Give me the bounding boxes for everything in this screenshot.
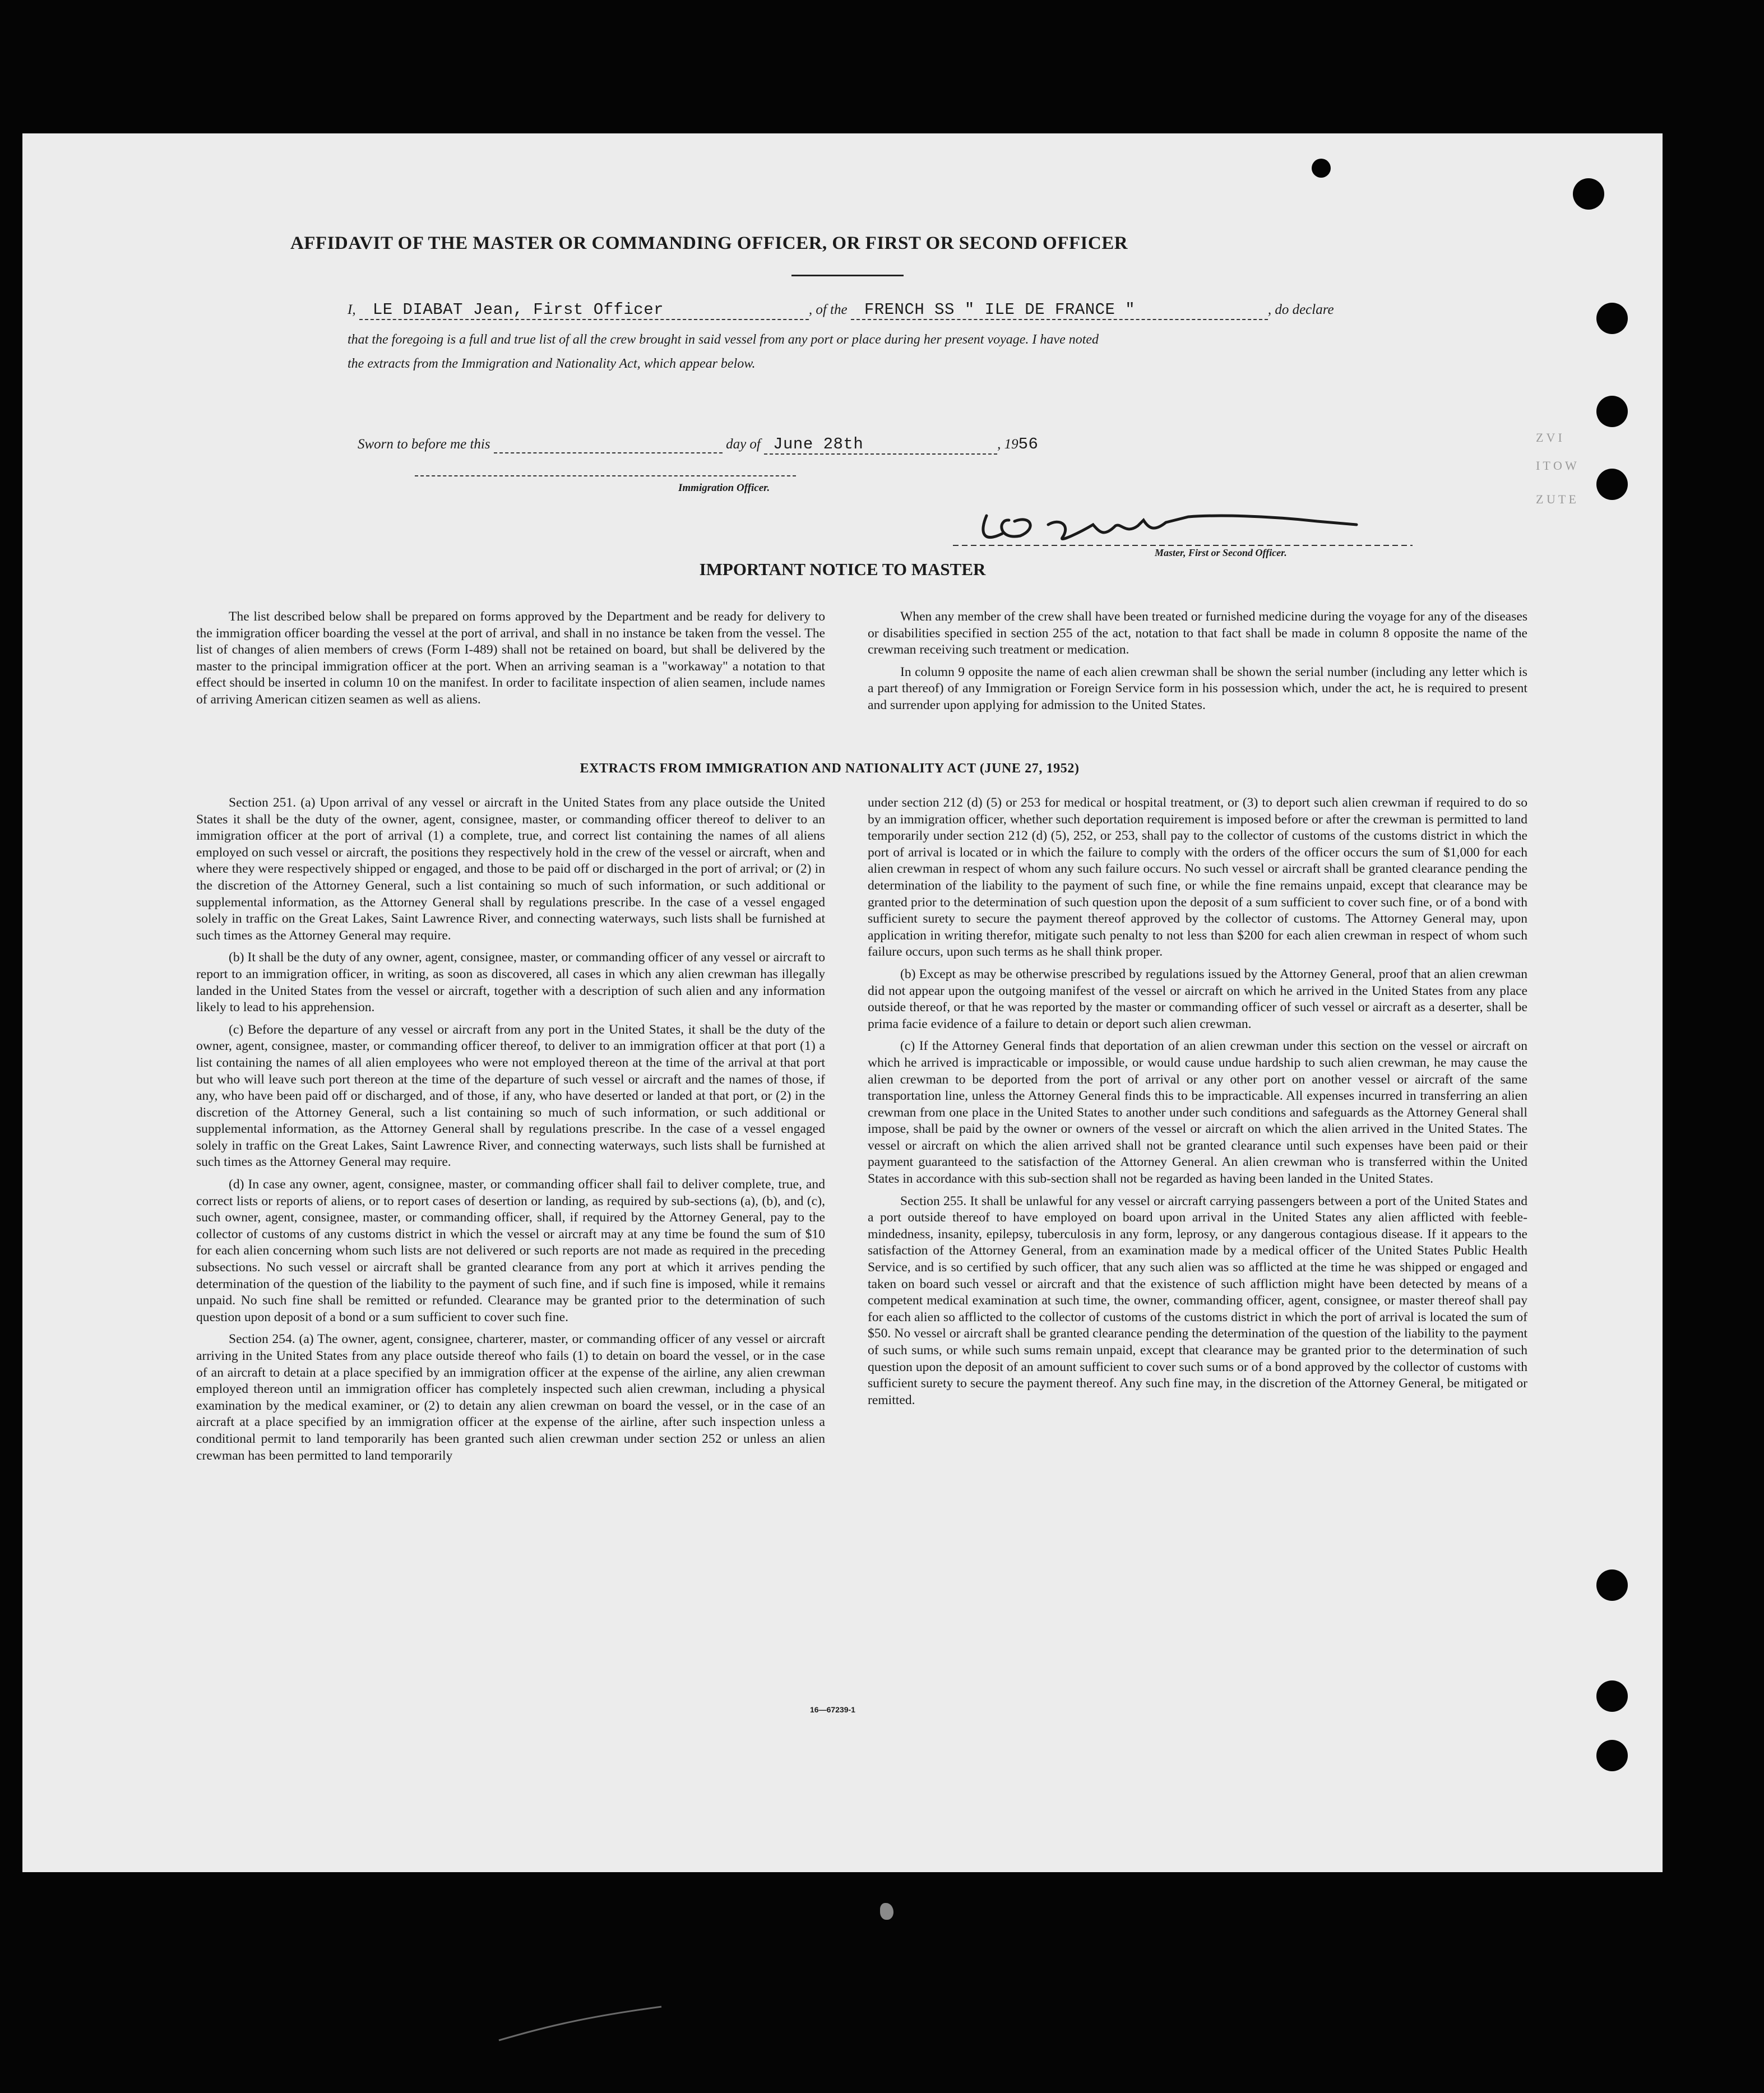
title-underline [791,275,904,276]
immigration-officer-sign-line [415,475,796,476]
officer-signature [953,492,1424,554]
notice-title: IMPORTANT NOTICE TO MASTER [699,559,986,579]
sworn-date: June 28th [773,435,864,453]
punch-hole [1312,159,1331,178]
scan-artifact [880,1903,893,1920]
officer-name-field [359,300,809,320]
notice-right-paragraph-2: In column 9 opposite the name of each alien crewman shall be shown the serial number (including any letter which is a part thereof) of any Immigration or Foreign Service form in his possession which, under the act, he is required to present and surrender upon applying for admission to the United States. [868,664,1527,712]
bleed-through-text: I T O W [1536,459,1577,473]
extract-paragraph: (d) In case any owner, agent, consignee, master, or commanding officer shall fail to deliver complete, true, and correct lists or reports of aliens, or to report cases of desertion or landing, as required by sub-sections (a), (b), and (c), such owner, agent, consignee, master, or commanding officer, shall, if required by the Attorney General, pay to the collector of customs of any customs district in which the vessel or aircraft may at any time be found the sum of $10 for each alien concerning whom such lists are not delivered or such reports are not made as required in the preceding subsections. No such vessel or aircraft shall be granted clearance from any port at which it arrives pending the determination of the question of the liability to the payment of such fine, and if such fine is imposed, while it remains unpaid. No such fine shall be remitted or refunded. Clearance may be granted prior to the determination of such question upon deposit of a bond or a sum sufficient to cover such fine. [196,1177,825,1325]
extract-paragraph: (c) Before the departure of any vessel or aircraft from any port in the United States, it shall be the duty of the owner, agent, consignee, master, or commanding officer thereof, to deliver to an immigration officer at that port (1) a list containing the names of all alien employees who were not employed thereon at the time of the arrival at that port but who will leave such port thereon at the time of the departure of such vessel or aircraft and the names of those, if any, who have been paid off or discharged, and of those, if any, who have deserted or landed at that port, or (2) in the discretion of the Attorney General, such a list containing so much of such information, or such additional or supplemental information, as the Attorney General shall by regulations prescribe. In the case of a vessel engaged solely in traffic on the Great Lakes, Saint Lawrence River, and connecting waterways, such lists shall be furnished at such times as the Attorney General may require. [196,1022,825,1170]
year-prefix: , 19 [997,437,1018,452]
sworn-line [358,435,1038,455]
notice-left-paragraph: The list described below shall be prepared on forms approved by the Department and be ready for delivery to the immigration officer boarding the vessel at the port of arrival, and shall in no instance be taken from the vessel. The list of changes of alien members of crews (Form I-489) shall not be retained on board, but shall be delivered by the master to the principal immigration officer at the port. When an arriving seaman is a "workaway" a notation to that effect should be inserted in column 10 on the manifest. In order to facilitate inspection of alien seamen, include names of arriving American citizen seamen as well as aliens. [196,609,825,707]
extract-paragraph: Section 254. (a) The owner, agent, consignee, charterer, master, or commanding officer of any vessel or aircraft arriving in the United States from any place outside thereof who fails (1) to detain on board the vessel, or in the case of an aircraft to detain at a place specified by an immigration officer at the expense of the airline, any alien crewman employed thereon until an immigration officer has completely inspected such alien crewman, including a physical examination by the medical examiner, or (2) to detain any alien crewman on board the vessel, or in the case of an aircraft at a place specified by an immigration officer at the expense of the airline, after such inspection unless a conditional permit to land temporarily has been granted such alien crewman under section 252 or unless an alien crewman has been permitted to land temporarily [196,1332,825,1463]
i-label: I, [348,302,356,317]
vessel-name: FRENCH SS " ILE DE FRANCE " [864,300,1136,319]
extract-paragraph: under section 212 (d) (5) or 253 for medical or hospital treatment, or (3) to deport such alien crewman if required to do so by an immigration officer, whether such deportation requirement is imposed before or after the crewman is permitted to land temporarily under section 212 (d) (5), 252, or 253, shall pay to the collector of customs of the customs district in which the port of arrival is located or in which the failure to comply with the orders of the officer occurs the sum of $1,000 for each alien crewman in respect of whom any such failure occurs. No such vessel or aircraft shall be granted clearance pending the determination of the liability to the payment of such fine, or while the fine remains unpaid, except that clearance may be granted prior to the determination of such question upon the deposit of a sum sufficient to cover such fine, or of a bond with sufficient surety to secure the payment thereof approved by the collector of customs. The Attorney General may, upon application in writing therefor, mitigate such penalty to not less than $200 for each alien crewman in respect of whom such failure occurs, upon such terms as he shall think proper. [868,795,1527,960]
notice-right-column [868,609,1527,714]
extract-paragraph: (b) Except as may be otherwise prescribed by regulations issued by the Attorney General, proof that an alien crewman did not appear upon the outgoing manifest of the vessel or aircraft on which he arrived in the United States from any place outside thereof, or that he was reported by the master or commanding officer of such vessel or aircraft as a deserter, shall be prima facie evidence of a failure to detain or deport such alien crewman. [868,966,1527,1031]
punch-hole [1596,396,1628,427]
date-field [764,435,997,455]
notice-left-column [196,609,825,709]
affidavit-line-3: the extracts from the Immigration and Nationality Act, which appear below. [348,356,756,371]
bleed-through-text: Z V I [1536,430,1562,444]
punch-hole [1596,1680,1628,1712]
bleed-through-text: Z U T E [1536,492,1576,506]
scan-artifact-curve [493,2001,673,2046]
extract-paragraph: (b) It shall be the duty of any owner, agent, consignee, master, or commanding officer of any vessel or aircraft to report to an immigration officer, in writing, as soon as discovered, all cases in which any alien crewman has illegally landed in the United States from the vessel or aircraft, together with a description of such alien and any information likely to lead to his apprehension. [196,950,825,1015]
extract-paragraph: (c) If the Attorney General finds that deportation of an alien crewman under this section on the vessel or aircraft on which he arrived is impracticable or impossible, or would cause undue hardship to such alien crewman, he may cause the alien crewman to be deported from the port of arrival or any other port on another vessel or aircraft of the same transportation line, unless the Attorney General finds this to be impracticable. All expenses incurred in transferring an alien crewman from one place in the United States to another under such conditions and safeguards as the Attorney General shall impose, shall be paid by the owner or owners of the vessel or aircraft on which the alien arrived in the United States. The vessel or aircraft on which the alien arrived shall not be granted clearance until such expenses have been paid or their payment guaranteed to the satisfaction of the Attorney General. An alien crewman who is transferred within the United States in accordance with this sub-section shall not be regarded as having been landed in the United States. [868,1039,1527,1187]
form-code: 16—67239-1 [810,1705,855,1714]
punch-hole [1596,1740,1628,1771]
punch-hole [1596,303,1628,334]
document-title: AFFIDAVIT OF THE MASTER OR COMMANDING OFFICER, OR FIRST OR SECOND OFFICER [290,233,1128,253]
punch-hole [1596,1569,1628,1601]
document-page [22,133,1663,1872]
immigration-officer-caption: Immigration Officer. [678,482,770,494]
sworn-day-field [494,437,723,453]
sworn-year: 56 [1018,435,1039,453]
notice-right-paragraph-1: When any member of the crew shall have been treated or furnished medicine during the voyage for any of the diseases or disabilities specified in section 255 of the act, notation to that fact shall be made in column 8 opposite the name of the crewman receiving such treatment or medication. [868,609,1527,657]
do-declare-label: , do declare [1267,302,1334,317]
affidavit-line-2: that the foregoing is a full and true list of all the crew brought in said vessel from any port or place during her present voyage. I have noted [348,332,1099,347]
officer-name: LE DIABAT Jean, First Officer [372,300,664,319]
vessel-field [851,300,1268,320]
sworn-label: Sworn to before me this [358,437,490,452]
of-the-label: , of the [808,302,848,317]
extracts-title: EXTRACTS FROM IMMIGRATION AND NATIONALITY ACT (JUNE 27, 1952) [580,761,1080,776]
extract-paragraph: Section 255. It shall be unlawful for any vessel or aircraft carrying passengers between a port of the United States and a port outside thereof to have employed on board upon arrival in the United States any alien afflicted with feeble-mindedness, insanity, epilepsy, tuberculosis in any form, leprosy, or any dangerous contagious disease. If it appears to the satisfaction of the Attorney General, from an examination made by a medical officer of the United States Public Health Service, and is so certified by such officer, that any such alien was so afflicted at the time he was shipped or engaged and taken on board such vessel or aircraft and that the existence of such affliction might have been detected by means of a competent medical examination at such time, the owner, commanding officer, agent, consignee, or master thereof shall pay for each alien so afflicted to the collector of customs of the customs district in which the port of arrival is located the sum of $50. No vessel or aircraft shall be granted clearance pending the determination of the question of the liability to the payment of such sums, or while such sums remain unpaid, except that clearance may be granted prior to the determination of such question upon the deposit of an amount sufficient to cover such sums or of a bond approved by the collector of customs with sufficient surety to secure the payment thereof. Any such fine may, in the discretion of the Attorney General, be mitigated or remitted. [868,1193,1527,1407]
signature-caption: Master, First or Second Officer. [1155,547,1287,558]
day-of-label: day of [726,437,761,452]
extracts-right-column [868,795,1527,1409]
extract-paragraph: Section 251. (a) Upon arrival of any vessel or aircraft in the United States from any place outside the United States it shall be the duty of the owner, agent, consignee, master, or commanding officer thereof to deliver to an immigration officer at the port of arrival (1) a complete, true, and correct list containing the names of all aliens employed on such vessel or aircraft, the positions they respectively hold in the crew of the vessel or aircraft, when and where they were respectively shipped or engaged, and those to be paid off or discharged in the port of arrival; or (2) in the discretion of the Attorney General, such a list containing so much of such information, or such additional or supplemental information, as the Attorney General shall by regulations prescribe. In the case of a vessel engaged solely in traffic on the Great Lakes, Saint Lawrence River, and connecting waterways, such lists shall be furnished at such times as the Attorney General may require. [196,795,825,943]
punch-hole [1596,469,1628,500]
affidavit-line-1 [348,300,1334,320]
punch-hole [1573,178,1604,210]
extracts-left-column [196,795,825,1464]
